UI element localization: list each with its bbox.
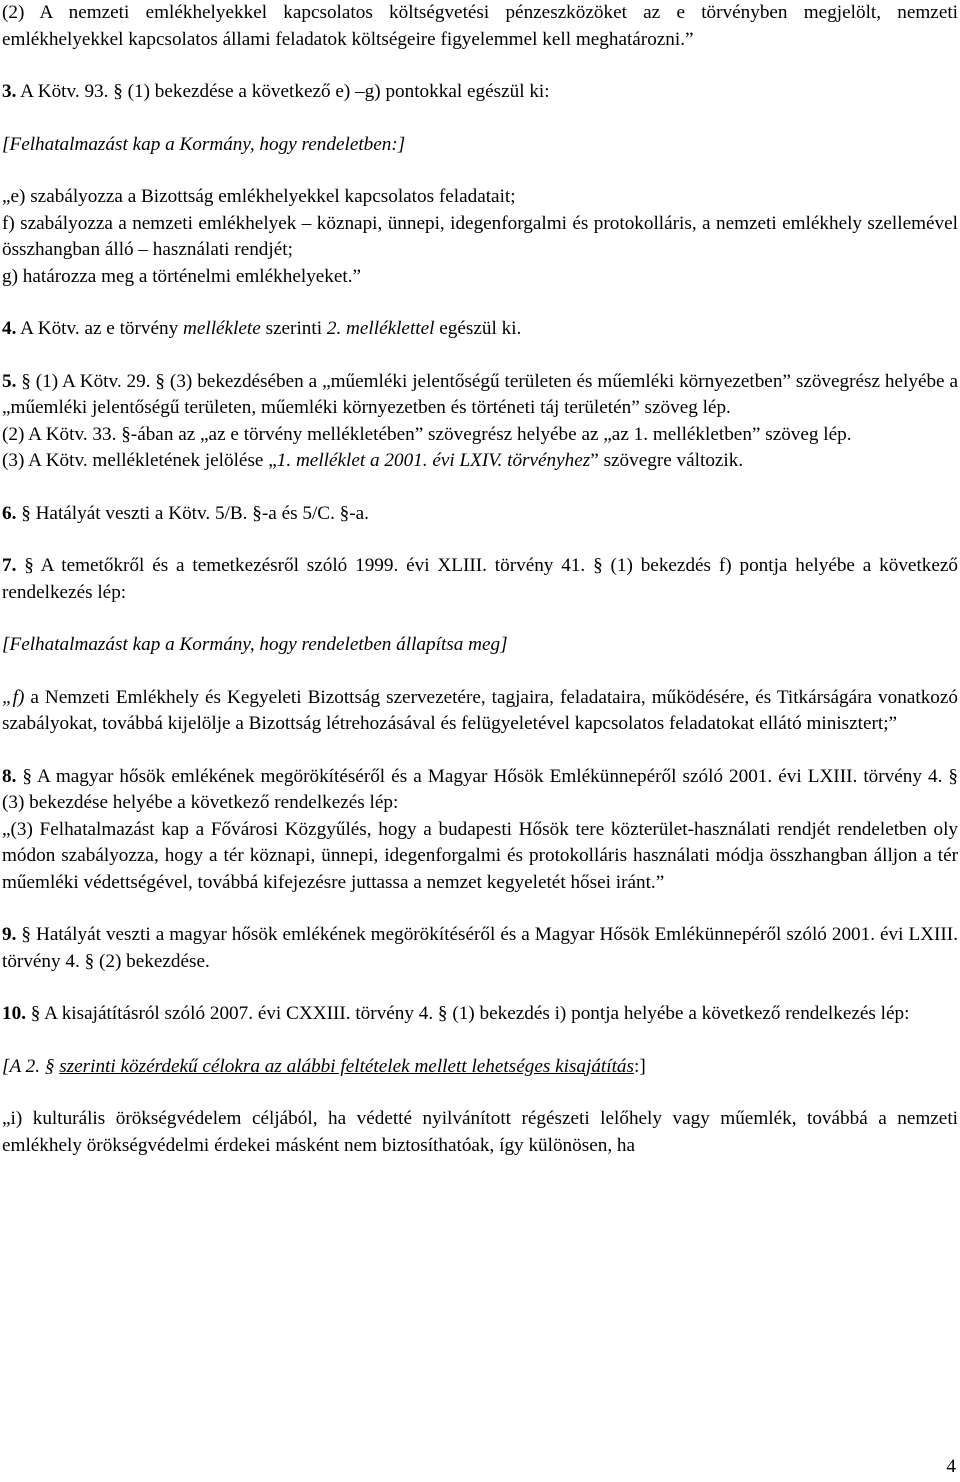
section-number: 5.	[2, 370, 17, 392]
section-text: egészül ki.	[434, 318, 522, 339]
section-8	[2, 764, 958, 817]
section-text: § Hatályát veszti a Kötv. 5/B. §-a és 5/C. §-a.	[16, 502, 369, 524]
section-text: § (1) A Kötv. 29. § (3) bekezdésében a „műemléki jelentőségű területen és műemléki környezetben” szövegrész helyébe a „műemléki jelentőségű területen, műemléki környezetben és történeti táj területén” szöveg lép.	[2, 370, 958, 418]
intro-text-underlined: szerinti közérdekű célokra az alábbi feltételek mellett lehetséges kisajátítás	[59, 1055, 634, 1077]
section-number: 6.	[2, 502, 17, 524]
section-number: 4.	[2, 318, 17, 339]
section-text: § A magyar hősök emlékének megörökítéséről és a Magyar Hősök Emlékünnepéről szóló 2001. évi LXIII. törvény 4. § (3) bekezdése helyébe a következő rendelkezés lép:	[2, 765, 958, 813]
paragraph-2-budget: (2) A nemzeti emlékhelyekkel kapcsolatos költségvetési pénzeszközöket az e törvényben megjelölt, nemzeti emlékhelyekkel kapcsolatos állami feladatok költségeire figyelemmel kell meghatározni.”	[2, 2, 958, 50]
section-10	[2, 1001, 958, 1028]
point-f-replacement	[2, 685, 958, 738]
section-5-2: (2) A Kötv. 33. §-ában az „az e törvény mellékletében” szövegrész helyébe az „az 1. mellékletben” szöveg lép.	[2, 423, 852, 445]
authorization-intro: [Felhatalmazást kap a Kormány, hogy rendeletben:]	[2, 133, 406, 155]
section-number: 9.	[2, 924, 17, 945]
section-text: ” szövegre változik.	[590, 450, 744, 471]
section-5	[2, 369, 958, 422]
section-text-italic: 1. melléklet a 2001. évi LXIV. törvényhez	[276, 450, 591, 471]
point-e: „e) szabályozza a Bizottság emlékhelyekkel kapcsolatos feladatait;	[2, 186, 516, 207]
section-text: szerinti	[260, 318, 327, 339]
section-number: 8.	[2, 765, 17, 787]
section-6	[2, 501, 958, 528]
section-9	[2, 922, 958, 975]
section-text: § A temetőkről és a temetkezésről szóló 1999. évi XLIII. törvény 41. § (1) bekezdés f) pontja helyébe a következő rendelkezés lép:	[2, 555, 958, 603]
expropriation-intro	[2, 1054, 958, 1081]
section-7	[2, 553, 958, 606]
section-text: A Kötv. 93. § (1) bekezdése a következő e) –g) pontokkal egészül ki:	[16, 81, 550, 102]
section-text-italic: melléklete	[183, 318, 261, 339]
paragraph-3-heroes-square: „(3) Felhatalmazást kap a Fővárosi Közgyűlés, hogy a budapesti Hősök tere közterület-használati rendjét rendeletben oly módon szabályozza, hogy a tér köznapi, ünnepi, idegenforgalmi és protokolláris használati módja összhangban álljon a tér műemléki védettségével, továbbá kifejezésre juttassa a nemzet kegyeletét hősei iránt.”	[2, 818, 958, 893]
section-3	[2, 79, 958, 106]
page-number: 4	[946, 1456, 956, 1477]
intro-text: [A 2. §	[2, 1055, 60, 1077]
section-number: 7.	[2, 555, 17, 576]
section-number: 10.	[2, 1003, 26, 1024]
point-g: g) határozza meg a történelmi emlékhelyeket.”	[2, 265, 362, 287]
section-text-italic: 2. melléklettel	[326, 318, 435, 339]
document-page	[2, 0, 958, 1159]
authorization-intro: [Felhatalmazást kap a Kormány, hogy rendeletben állapítsa meg]	[2, 634, 508, 655]
section-5-3	[2, 448, 958, 475]
intro-text: :]	[633, 1055, 646, 1077]
point-text: a Nemzeti Emlékhely és Kegyeleti Bizottság szervezetére, tagjaira, feladataira, működésére, és Titkárságára vonatkozó szabályokat, továbbá kijelölje a Bizottság létrehozásával és felügyeletével kapcsolatos feladatokat ellátó minisztert;”	[2, 686, 958, 734]
section-4	[2, 316, 958, 343]
point-letter: „f)	[2, 686, 25, 708]
point-i: „i) kulturális örökségvédelem céljából, ha védetté nyilvánított régészeti lelőhely vagy műemlék, továbbá a nemzeti emlékhely örökségvédelmi érdekei másként nem biztosíthatóak, így különösen, ha	[2, 1108, 958, 1156]
section-text: § A kisajátításról szóló 2007. évi CXXIII. törvény 4. § (1) bekezdés i) pontja helyébe a következő rendelkezés lép:	[25, 1003, 910, 1024]
section-text: (3) A Kötv. mellékletének jelölése „	[2, 450, 277, 471]
point-f: f) szabályozza a nemzeti emlékhelyek – köznapi, ünnepi, idegenforgalmi és protokolláris, a nemzeti emlékhely szellemével összhangban álló – használati rendjét;	[2, 212, 958, 260]
section-text: § Hatályát veszti a magyar hősök emlékének megörökítéséről és a Magyar Hősök Emlékünnepéről szóló 2001. évi LXIII. törvény 4. § (2) bekezdése.	[2, 924, 958, 972]
section-text: A Kötv. az e törvény	[16, 318, 183, 339]
section-number: 3.	[2, 81, 17, 102]
